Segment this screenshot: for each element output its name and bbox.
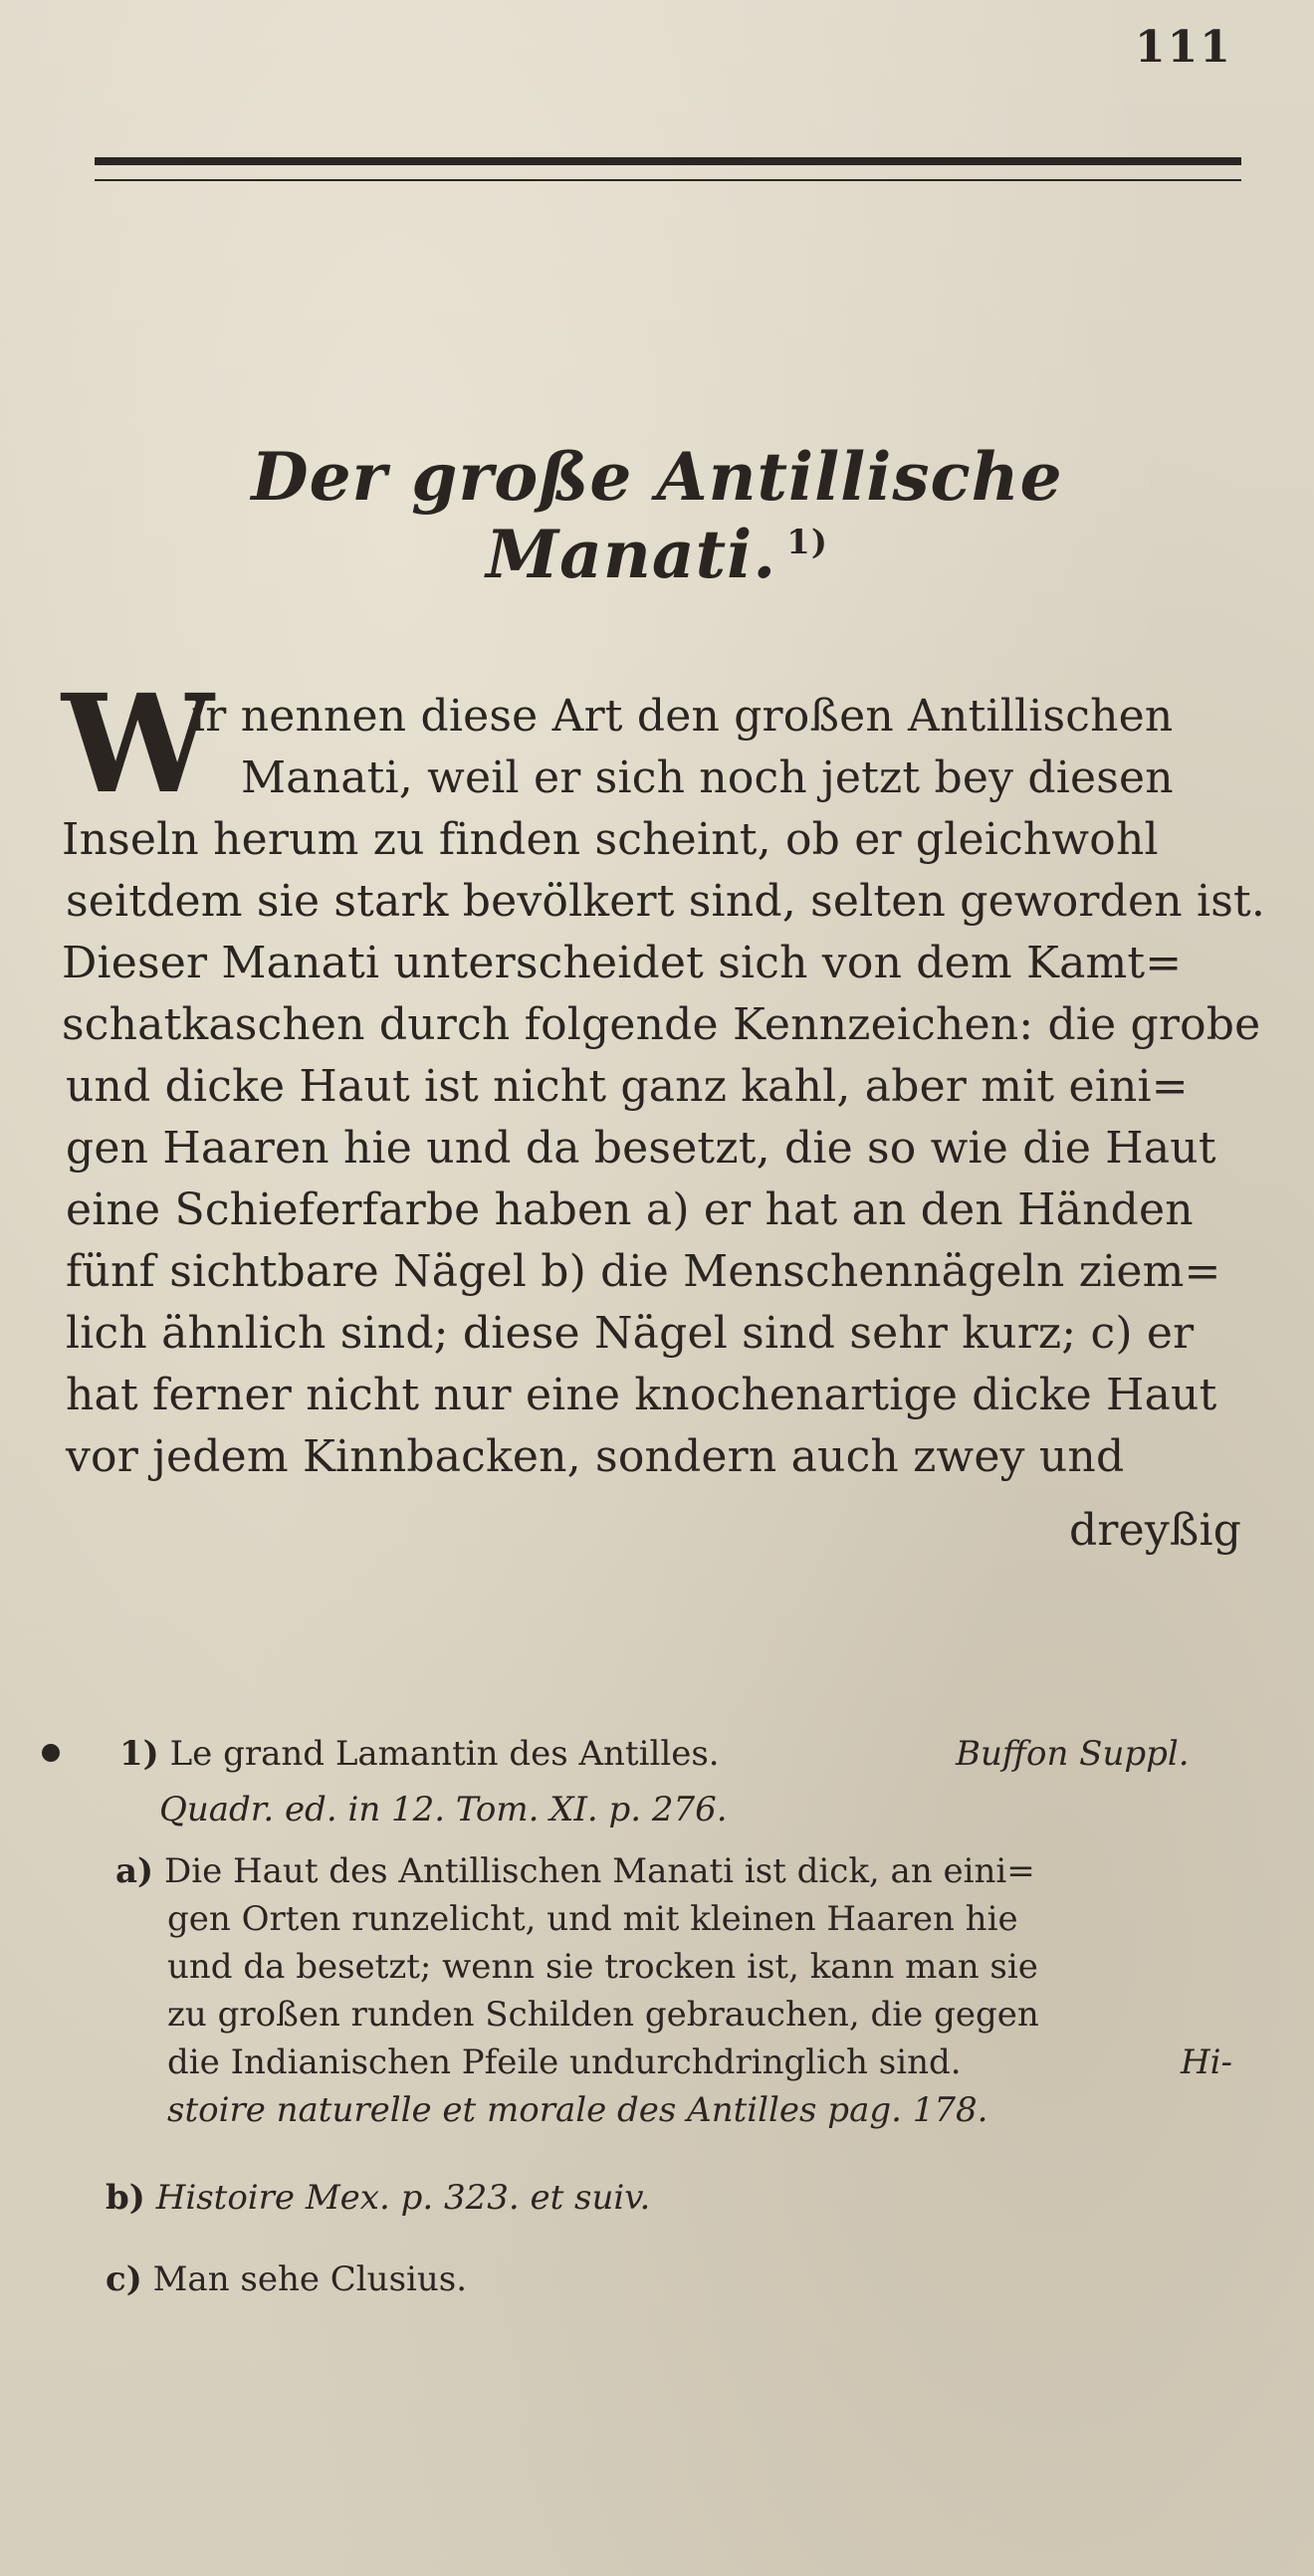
body-line-2: Manati, weil er sich noch jetzt bey diesen	[241, 752, 1174, 803]
body-line-12: hat ferner nicht nur eine knochenartige dicke Haut	[66, 1370, 1217, 1420]
footnote-a-source-end-text: stoire naturelle et morale des Antilles pag. 178.	[167, 2090, 988, 2130]
body-line-13: vor jedem Kinnbacken, sondern auch zwey und	[66, 1431, 1125, 1482]
footnote-a-source-start-text: Hi-	[1181, 2042, 1233, 2082]
header-rule-thick	[95, 157, 1241, 165]
footnote-a-text-1: Die Haut des Antillischen Manati ist dick, an eini=	[163, 1851, 1035, 1891]
chapter-title	[139, 438, 1175, 593]
body-line-10: fünf sichtbare Nägel b) die Menschennägeln ziem=	[66, 1246, 1221, 1297]
footnote-b-marker: b)	[106, 2178, 145, 2218]
footnote-b	[106, 2176, 650, 2220]
footnote-1-marker: 1)	[119, 1734, 159, 1774]
footnote-1-source-text: Buffon Suppl.	[956, 1734, 1190, 1774]
body-line-7: und dicke Haut ist nicht ganz kahl, aber mit eini=	[66, 1061, 1189, 1112]
footnote-a-source-start	[1181, 2040, 1232, 2084]
drop-cap: W	[62, 665, 214, 824]
body-line-4: seitdem sie stark bevölkert sind, selten geworden ist.	[66, 876, 1266, 927]
footnote-a-marker: a)	[115, 1851, 154, 1891]
chapter-title-text: Der große Antillische Manati.	[251, 438, 1063, 593]
body-line-5: Dieser Manati unterscheidet sich von dem Kamt=	[62, 938, 1183, 988]
body-line-8: gen Haaren hie und da besetzt, die so wie die Haut	[66, 1123, 1216, 1174]
footnote-1-line-2-text: Quadr. ed. in 12. Tom. XI. p. 276.	[159, 1790, 728, 1829]
footnote-1-line-1	[119, 1732, 720, 1776]
body-line-1: ir nennen diese Art den großen Antillischen	[191, 691, 1174, 742]
body-line-9: eine Schieferfarbe haben a) er hat an den Händen	[66, 1184, 1194, 1235]
footnote-c-text: Man sehe Clusius.	[152, 2259, 468, 2299]
header-rule-thin	[95, 179, 1241, 181]
footnote-a-line-2: gen Orten runzelicht, und mit kleinen Haaren hie	[167, 1899, 1018, 1939]
chapter-title-footnote-ref: 1)	[786, 523, 828, 562]
footnote-c-marker: c)	[106, 2259, 142, 2299]
footnote-a-source-end	[167, 2088, 987, 2132]
footnote-a-line-5	[167, 2040, 962, 2084]
footnote-a-line-1	[115, 1849, 1035, 1893]
footnote-a-line-3: und da besetzt; wenn sie trocken ist, kann man sie	[167, 1947, 1038, 1987]
footnote-a-line-4: zu großen runden Schilden gebrauchen, die gegen	[167, 1995, 1039, 2035]
footnote-1-text: Le grand Lamantin des Antilles.	[169, 1734, 720, 1774]
footnote-1-source	[956, 1732, 1190, 1776]
body-line-11: lich ähnlich sind; diese Nägel sind sehr kurz; c) er	[66, 1308, 1195, 1359]
ink-dot-decoration	[42, 1744, 60, 1762]
catchword: dreyßig	[1069, 1505, 1242, 1556]
footnote-a-text-5: die Indianischen Pfeile undurchdringlich sind.	[167, 2042, 962, 2082]
body-line-6: schatkaschen durch folgende Kennzeichen: die grobe	[62, 999, 1261, 1050]
body-line-3: Inseln herum zu finden scheint, ob er gleichwohl	[62, 814, 1159, 865]
page-number: 111	[1135, 22, 1232, 73]
footnote-b-text: Histoire Mex. p. 323. et suiv.	[155, 2178, 651, 2218]
footnote-1-line-2	[159, 1788, 728, 1831]
footnote-c	[106, 2257, 467, 2301]
